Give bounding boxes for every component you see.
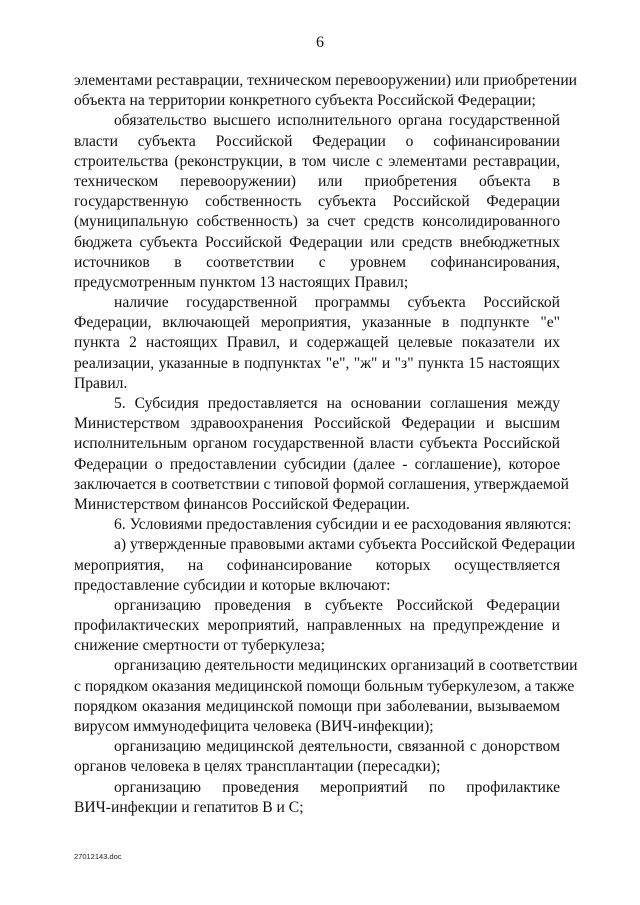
- paragraph-line: 5. Субсидия предоставляется на основании соглашения между: [114, 395, 560, 412]
- page-number: 6: [316, 34, 324, 51]
- paragraph-line: объекта на территории конкретного субъекта Российской Федерации;: [74, 92, 536, 110]
- paragraph-line: Министерством здравоохранения Российской Федерации и высшим: [74, 415, 560, 433]
- paragraph: [74, 111, 560, 293]
- paragraph-line: Министерством финансов Российской Федерации.: [74, 495, 410, 513]
- paragraph-line: реализации, указанные в подпунктах "е", "ж" и "з" пункта 15 настоящих: [74, 354, 560, 372]
- paragraph-line: исполнительным органом государственной власти субъекта Российской: [74, 435, 560, 453]
- paragraph-line: техническом перевооружении) или приобретения объекта в: [74, 172, 560, 190]
- paragraph-line: 6. Условиями предоставления субсидии и ее расходования являются:: [114, 516, 572, 534]
- paragraph: [74, 71, 578, 111]
- paragraph: [74, 778, 560, 818]
- paragraph-line: наличие государственной программы субъекта Российской: [114, 294, 560, 312]
- paragraph-line: организацию проведения в субъекте Российской Федерации: [114, 596, 560, 614]
- paragraph-line: обязательство высшего исполнительного органа государственной: [114, 112, 560, 130]
- paragraph-line: государственную собственность субъекта Российской Федерации: [74, 193, 560, 211]
- paragraph-line: пункта 2 настоящих Правил, и содержащей целевые показатели их: [74, 334, 560, 352]
- paragraph-line: организацию проведения мероприятий по профилактике: [114, 778, 560, 796]
- paragraph: [74, 535, 576, 596]
- paragraph-line: предоставление субсидии и которые включают:: [74, 576, 391, 594]
- paragraph-line: Федерации, включающей мероприятия, указанные в подпункте "е": [74, 314, 560, 332]
- paragraph-line: источников в соответствии с уровнем софинансирования,: [74, 253, 560, 271]
- paragraph-line: Федерации о предоставлении субсидии (далее - соглашение), которое: [74, 455, 560, 473]
- paragraph-line: порядком оказания медицинской помощи при заболевании, вызываемом: [74, 697, 560, 715]
- paragraph-line: ВИЧ-инфекции и гепатитов В и С;: [74, 798, 304, 816]
- paragraph-line: с порядком оказания медицинской помощи больным туберкулезом, а также: [74, 677, 575, 695]
- paragraph-line: организацию медицинской деятельности, связанной с донорством: [114, 738, 560, 756]
- paragraph: [74, 596, 560, 657]
- paragraph-line: заключается в соответствии с типовой формой соглашения, утверждаемой: [74, 475, 570, 493]
- paragraph: [74, 515, 572, 535]
- paragraph-line: органов человека в целях трансплантации (пересадки);: [74, 758, 441, 776]
- paragraph: [74, 394, 570, 515]
- paragraph-line: вирусом иммунодефицита человека (ВИЧ-инфекции);: [74, 718, 434, 735]
- paragraph-line: предусмотренным пунктом 13 настоящих Правил;: [74, 273, 409, 291]
- paragraph: [74, 656, 578, 737]
- paragraph-line: снижение смертности от туберкулеза;: [74, 637, 325, 655]
- footer-file-name: 27012143.doc: [74, 852, 122, 861]
- paragraph-line: бюджета субъекта Российской Федерации или средств внебюджетных: [74, 233, 560, 251]
- paragraph: [74, 293, 560, 394]
- paragraph-line: мероприятия, на софинансирование которых осуществляется: [74, 556, 560, 574]
- paragraph-line: а) утвержденные правовыми актами субъекта Российской Федерации: [114, 536, 576, 554]
- paragraph-line: элементами реставрации, техническом перевооружении) или приобретении: [74, 72, 578, 89]
- paragraph-line: Правил.: [74, 374, 128, 392]
- paragraph: [74, 737, 560, 777]
- paragraph-line: (муниципальную собственность) за счет средств консолидированного: [74, 213, 560, 231]
- paragraph-line: организацию деятельности медицинских организаций в соответствии: [114, 657, 578, 675]
- document-body: [74, 71, 578, 818]
- paragraph-line: власти субъекта Российской Федерации о софинансировании: [74, 132, 560, 150]
- paragraph-line: профилактических мероприятий, направленных на предупреждение и: [74, 617, 560, 635]
- paragraph-line: строительства (реконструкции, в том числе с элементами реставрации,: [74, 152, 560, 170]
